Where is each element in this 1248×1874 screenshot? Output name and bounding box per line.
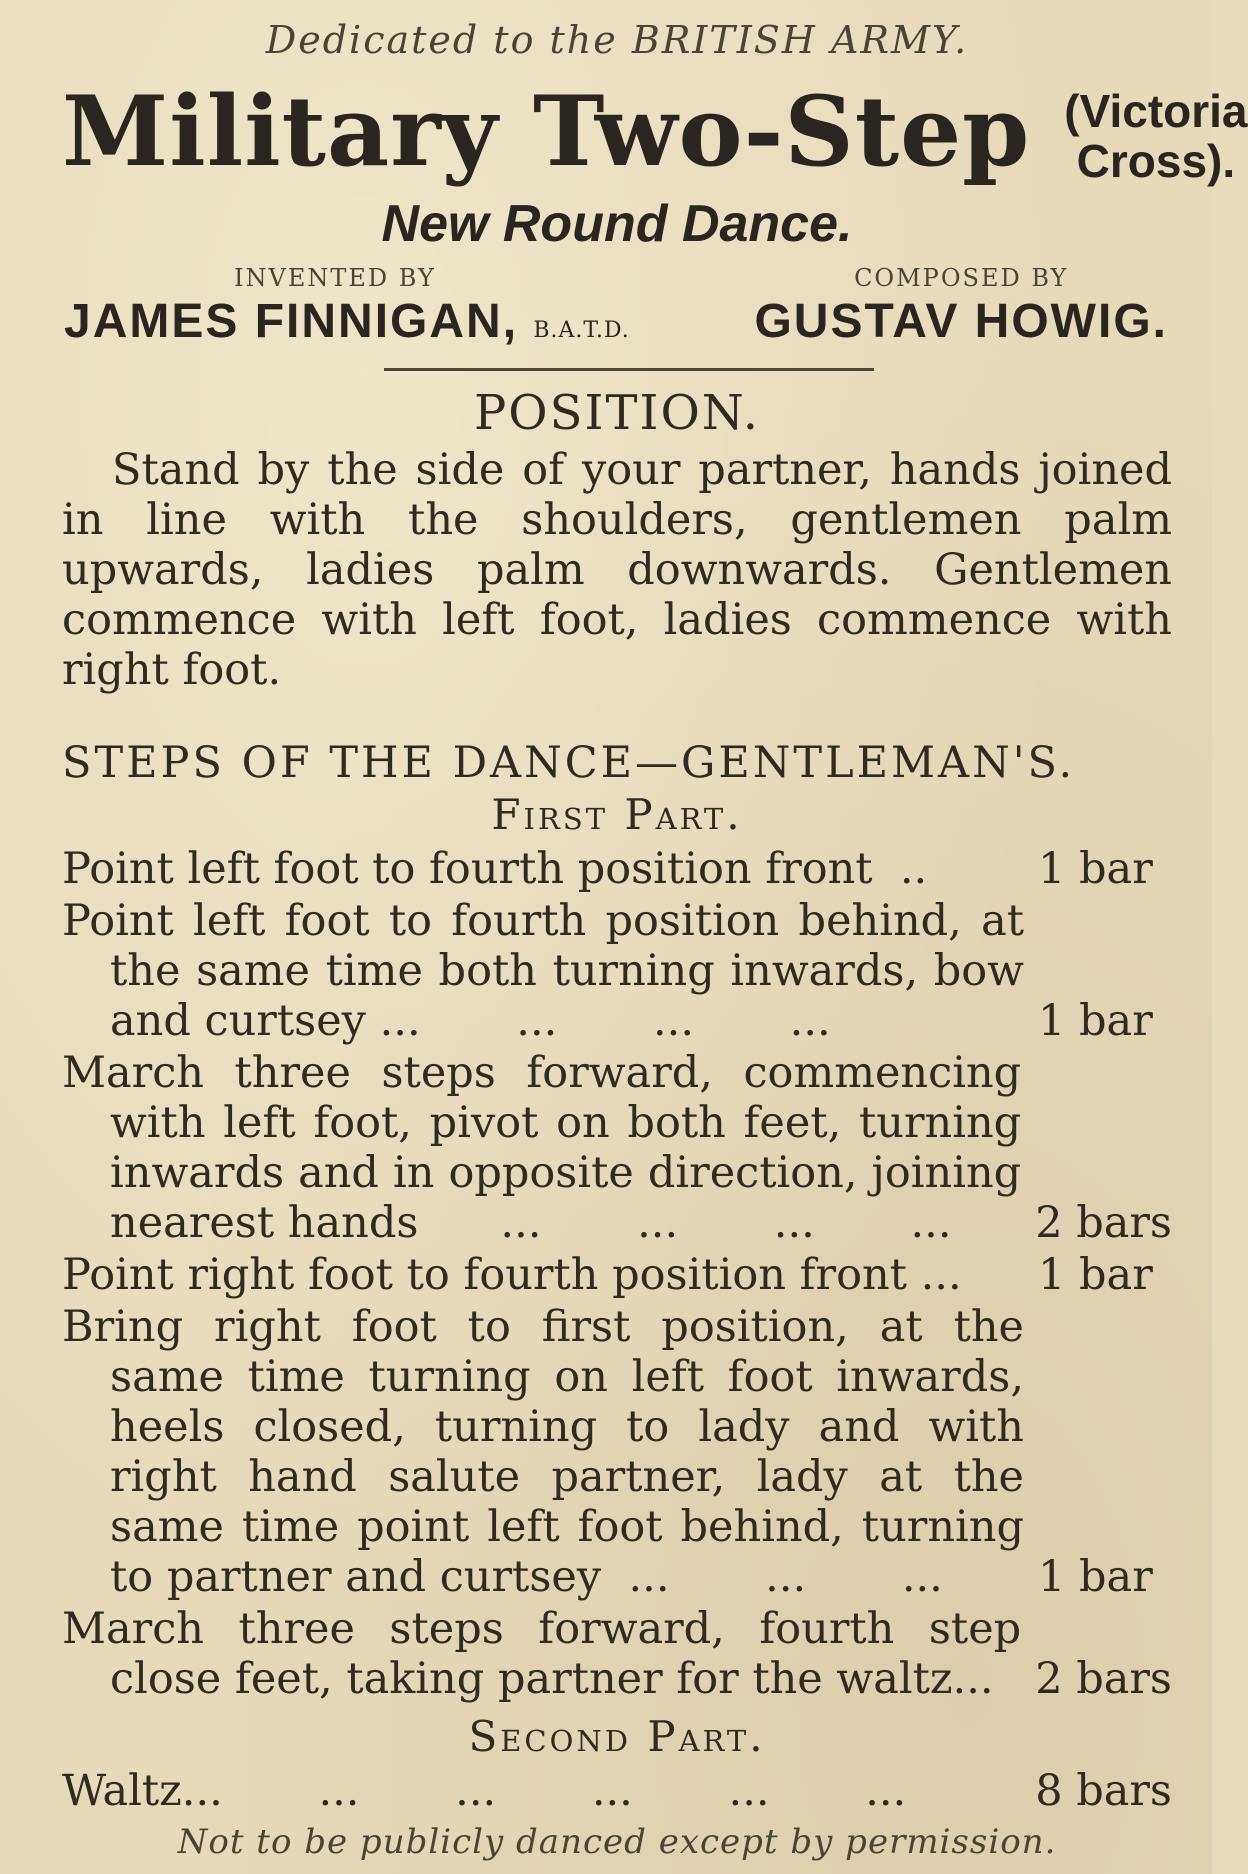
composed-by-label: COMPOSED BY bbox=[854, 264, 1069, 292]
steps-heading: STEPS OF THE DANCE—GENTLEMAN'S. bbox=[62, 738, 1076, 788]
step-duration: 1 bar bbox=[1038, 1552, 1153, 1602]
main-title: Military Two-Step bbox=[62, 75, 1031, 188]
first-part-steps bbox=[62, 844, 1172, 1704]
step-text: Point left foot to fourth position behind, at the same time both turning inwards, bow and curtsey ... ... ... ... bbox=[62, 896, 1038, 1046]
step-row bbox=[62, 1604, 1172, 1704]
inventor-name-line bbox=[64, 294, 630, 349]
position-text: Stand by the side of your partner, hands joined in line with the shoulders, gentlemen palm upwards, ladies palm downwards. Gentlemen commence with left foot, ladies commence with right foot. bbox=[62, 445, 1172, 695]
footer-note: Not to be publicly danced except by permission. bbox=[177, 1822, 1057, 1862]
step-text: March three steps forward, fourth step close feet, taking partner for the waltz... bbox=[62, 1604, 1035, 1704]
step-duration: 1 bar bbox=[1038, 996, 1153, 1046]
inventor-suffix: B.A.T.D. bbox=[533, 318, 630, 343]
divider bbox=[384, 368, 874, 371]
step-row bbox=[62, 896, 1172, 1046]
credits bbox=[62, 264, 1172, 364]
step-duration: 8 bars bbox=[1035, 1766, 1172, 1816]
step-row bbox=[62, 844, 1172, 894]
step-duration: 2 bars bbox=[1035, 1654, 1172, 1704]
step-duration: 1 bar bbox=[1038, 844, 1153, 894]
step-text: Waltz... ... ... ... ... ... bbox=[62, 1766, 907, 1816]
second-part-heading: Second Part. bbox=[468, 1712, 766, 1761]
step-text: Point right foot to fourth position front ... bbox=[62, 1250, 962, 1300]
title-row bbox=[62, 72, 1248, 212]
title-parenthetical-line2: Cross). bbox=[1076, 135, 1236, 187]
step-text: Point left foot to fourth position front .. bbox=[62, 844, 928, 894]
step-row bbox=[62, 1766, 1172, 1816]
step-row bbox=[62, 1250, 1172, 1300]
composer-credit bbox=[754, 264, 1168, 364]
second-part-steps bbox=[62, 1766, 1172, 1816]
step-duration: 2 bars bbox=[1035, 1198, 1172, 1248]
title-parenthetical-line1: (Victoria bbox=[1064, 85, 1248, 137]
inventor-credit bbox=[62, 264, 630, 364]
invented-by-label: INVENTED BY bbox=[234, 264, 436, 292]
first-part-heading: First Part. bbox=[491, 790, 743, 839]
inventor-name: JAMES FINNIGAN, bbox=[64, 295, 519, 348]
step-row bbox=[62, 1302, 1172, 1602]
subtitle: New Round Dance. bbox=[381, 195, 853, 253]
step-row bbox=[62, 1048, 1172, 1248]
position-heading: POSITION. bbox=[473, 385, 760, 441]
step-text: March three steps forward, commencing with left foot, pivot on both feet, turning inwards and in opposite direction, joining nearest hands ... ... ... ... bbox=[62, 1048, 1035, 1248]
dedication: Dedicated to the BRITISH ARMY. bbox=[265, 18, 969, 62]
title-parenthetical bbox=[1064, 86, 1247, 186]
step-text: Bring right foot to first position, at the same time turning on left foot inwards, heels closed, turning to lady and with right hand salute partner, lady at the same time point left foot behind, turning to partner and curtsey ... ... ... bbox=[62, 1302, 1038, 1602]
composer-name: GUSTAV HOWIG. bbox=[754, 295, 1168, 348]
step-duration: 1 bar bbox=[1038, 1250, 1153, 1300]
